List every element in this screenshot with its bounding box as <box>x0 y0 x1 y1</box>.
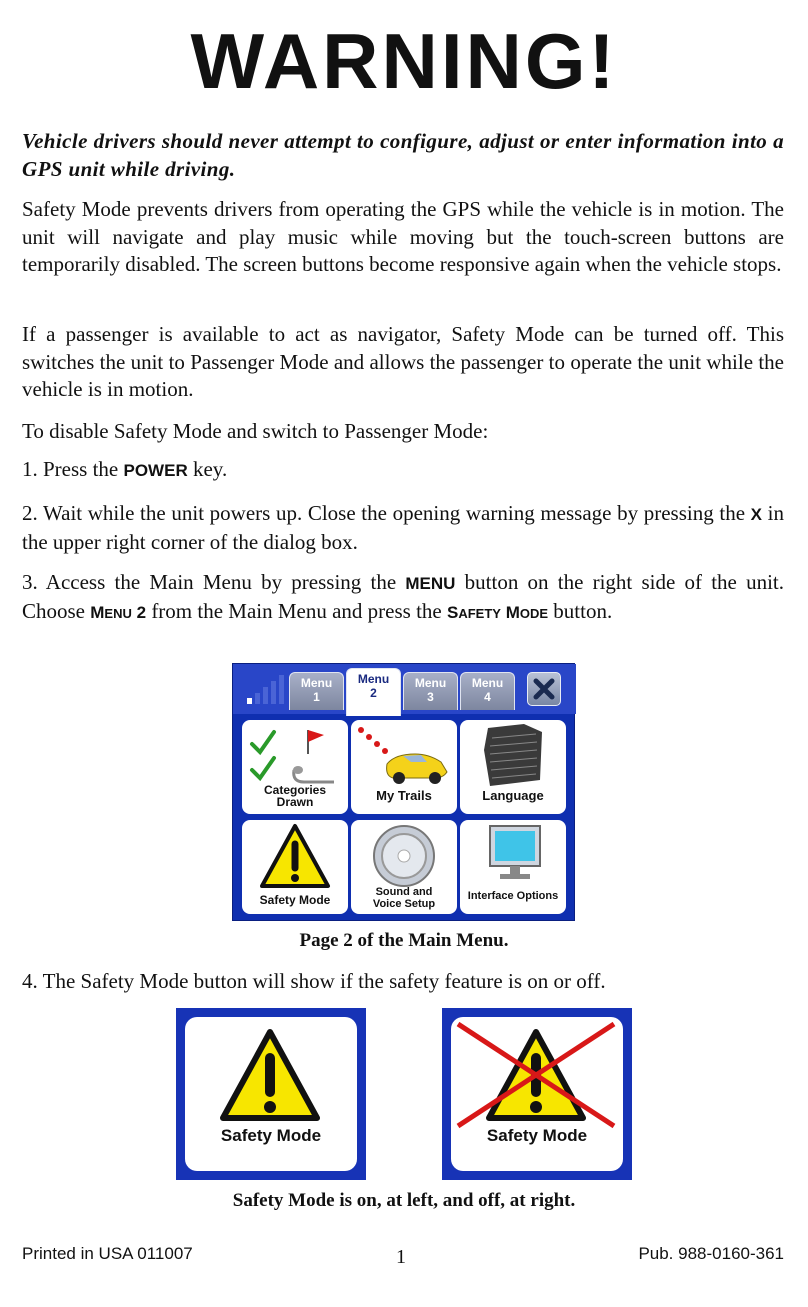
safety-mode-on-image <box>176 1008 366 1180</box>
interface-options-label: Interface Options <box>467 890 559 902</box>
step-3-text-end: button. <box>548 598 613 623</box>
warning-lead: Vehicle drivers should never attempt to configure, adjust or enter information into a GPS unit while driving. <box>22 129 784 181</box>
interface-options-button[interactable] <box>460 820 566 914</box>
safety-mode-label: SAFETY MODE <box>447 602 549 622</box>
warning-triangle-crossed-icon <box>442 1008 632 1180</box>
menu2-label: MENU 2 <box>90 602 147 622</box>
step-3-text-mid2: from the Main Menu and press the <box>146 598 447 623</box>
safety-mode-button[interactable] <box>242 820 348 914</box>
footer-printed: Printed in USA 011007 <box>22 1244 193 1263</box>
sound-voice-setup-button[interactable] <box>351 820 457 914</box>
tab-menu-3[interactable]: Menu 3 <box>403 672 458 710</box>
tab-menu-2[interactable]: Menu 2 <box>346 668 401 716</box>
step-4: 4. The Safety Mode button will show if the safety feature is on or off. <box>22 969 606 993</box>
menu-tiles <box>242 720 567 914</box>
step-3 <box>22 569 784 627</box>
safety-mode-off-image <box>442 1008 632 1180</box>
step-3-text-mid: button on the right side of the unit. Choose <box>22 570 784 623</box>
safety-mode-off-label: Safety Mode <box>486 1126 588 1145</box>
step-2 <box>22 500 784 556</box>
categories-drawn-button[interactable] <box>242 720 348 814</box>
sound-voice-setup-label: Sound and Voice Setup <box>372 886 436 910</box>
tab-menu-4[interactable]: Menu 4 <box>460 672 515 710</box>
safety-mode-on-label: Safety Mode <box>220 1126 322 1145</box>
step-2-text-end: in the upper right corner of the dialog box. <box>22 501 784 554</box>
main-menu-caption: Page 2 of the Main Menu. <box>299 930 509 951</box>
power-key-label: POWER <box>123 461 188 480</box>
categories-drawn-label: Categories Drawn <box>263 783 327 809</box>
menu-key-label: MENU <box>405 574 456 593</box>
signal-strength-icon <box>245 674 289 706</box>
tab-menu-1[interactable]: Menu 1 <box>289 672 344 710</box>
x-key-label: X <box>750 505 763 524</box>
close-icon <box>528 673 560 705</box>
warning-triangle-icon <box>176 1008 366 1180</box>
page-title: WARNING! <box>190 17 618 105</box>
safety-mode-tile-label: Safety Mode <box>259 893 331 907</box>
page-number: 1 <box>396 1246 406 1268</box>
paragraph-passenger: If a passenger is available to act as navigator, Safety Mode can be turned off. This switches the unit to Passenger Mode and allows the passenger to operate the unit while the vehicle is in motion. <box>22 322 784 401</box>
safety-mode-caption: Safety Mode is on, at left, and off, at right. <box>232 1190 576 1211</box>
paragraph-instructions-intro: To disable Safety Mode and switch to Passenger Mode: <box>22 419 489 443</box>
language-label: Language <box>482 788 544 803</box>
step-3-text: 3. Access the Main Menu by pressing the <box>22 570 406 594</box>
step-2-text: 2. Wait while the unit powers up. Close the opening warning message by pressing the <box>22 501 751 525</box>
step-1-text: 1. Press the <box>22 457 124 481</box>
gps-main-menu-screenshot <box>232 663 575 921</box>
my-trails-label: My Trails <box>376 788 432 803</box>
close-button[interactable] <box>527 672 561 706</box>
language-button[interactable] <box>460 720 566 814</box>
paragraph-safety-mode: Safety Mode prevents drivers from operating the GPS while the vehicle is in motion. The unit will navigate and play music while moving but the touch-screen buttons are temporarily disabled. The screen buttons become responsive again when the vehicle stops. <box>22 197 784 276</box>
my-trails-button[interactable] <box>351 720 457 814</box>
footer-publication: Pub. 988-0160-361 <box>638 1244 784 1263</box>
step-1 <box>22 456 784 485</box>
step-1-text-end: key. <box>187 457 228 481</box>
menu-tab-bar <box>233 664 576 714</box>
